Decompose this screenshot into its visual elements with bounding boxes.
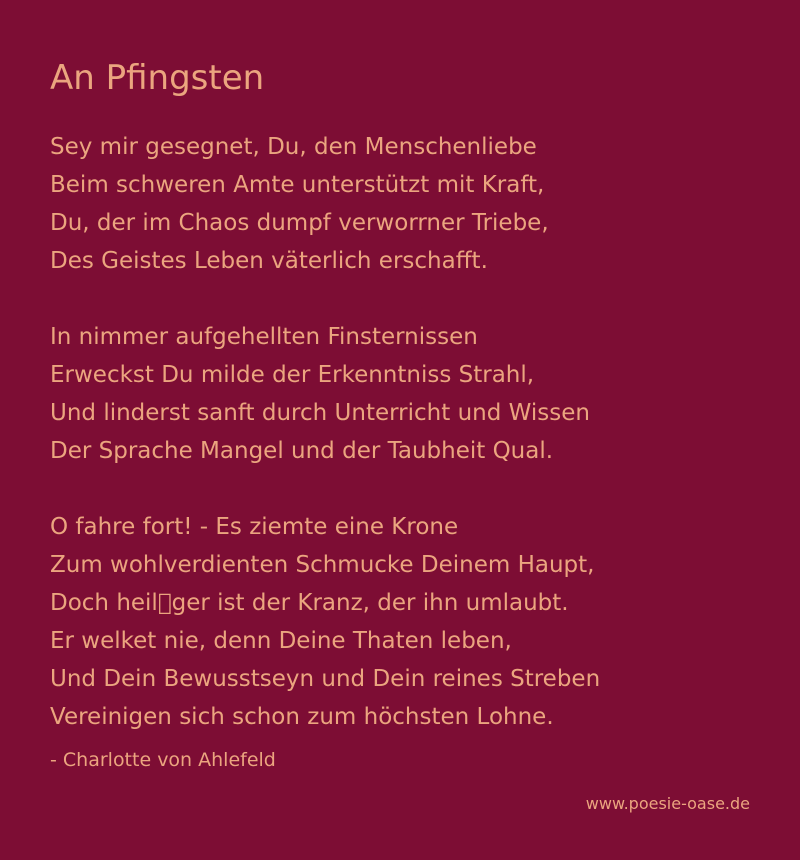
poem-line: Der Sprache Mangel und der Taubheit Qual. — [50, 438, 554, 464]
poem-line: Doch heil ger ist der Kranz, der ihn umlaubt. — [50, 590, 569, 616]
poem-line: Sey mir gesegnet, Du, den Menschenliebe — [50, 134, 537, 160]
poem-line: Du, der im Chaos dumpf verworrner Triebe, — [50, 210, 549, 236]
poem-line: In nimmer aufgehellten Finsternissen — [50, 324, 478, 350]
stanza-1 — [50, 128, 750, 280]
poem-line: Beim schweren Amte unterstützt mit Kraft, — [50, 172, 545, 198]
poem-line: Des Geistes Leben väterlich erschafft. — [50, 248, 488, 274]
poem-line: Vereinigen sich schon zum höchsten Lohne. — [50, 704, 554, 730]
poem-line: Und linderst sanft durch Unterricht und Wissen — [50, 400, 590, 426]
poem-line: Zum wohlverdienten Schmucke Deinem Haupt, — [50, 552, 595, 578]
poem-author: - Charlotte von Ahlefeld — [50, 749, 276, 771]
poem-line: Er welket nie, denn Deine Thaten leben, — [50, 628, 512, 654]
poem-title: An Pfingsten — [50, 58, 265, 98]
poem-body — [50, 128, 750, 774]
poem-line: Und Dein Bewusstseyn und Dein reines Streben — [50, 666, 601, 692]
website-url: www.poesie-oase.de — [585, 794, 750, 813]
stanza-2 — [50, 318, 750, 470]
stanza-3 — [50, 508, 750, 736]
poem-line: Erweckst Du milde der Erkenntniss Strahl, — [50, 362, 535, 388]
poem-line: O fahre fort! - Es ziemte eine Krone — [50, 514, 459, 540]
